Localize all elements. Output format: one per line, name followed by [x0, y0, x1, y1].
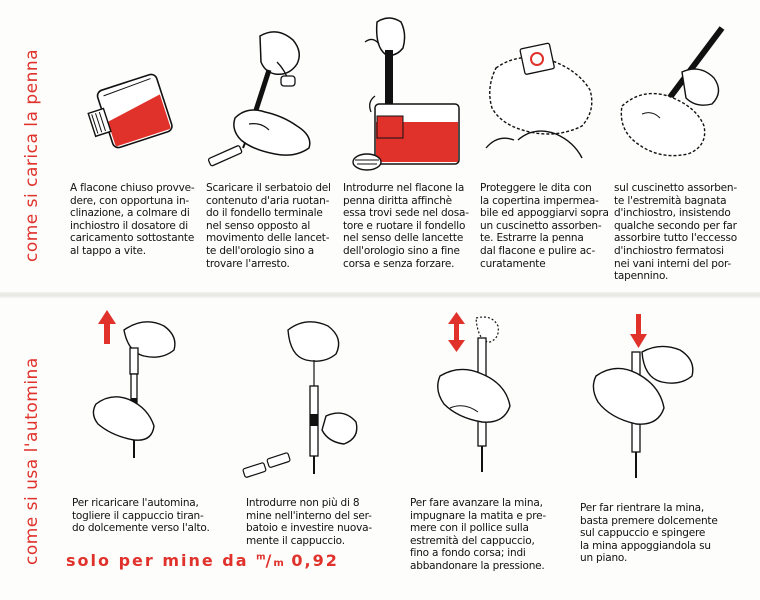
fold-divider: [0, 292, 760, 298]
bottom-step-2-caption: Introdurre non più di 8 mine nell'interno del ser- batoio e investire nuova- mente il cappuccio.: [246, 497, 372, 547]
advance-lead-illustration: [420, 312, 535, 492]
footer-unit-sep: /: [265, 551, 274, 570]
bottom-step-1-caption: Per ricaricare l'automina, togliere il cappuccio tiran- do dolcemente verso l'alto.: [72, 497, 210, 535]
top-step-2-caption: Scaricare il serbatoio del contenuto d'aria ruotan- do il fondello terminale nel senso opposto al movimento delle lancet- te dell'orologio sino a trovare l'arresto.: [206, 182, 331, 270]
top-step-4-caption: Proteggere le dita con la copertina impermea- bile ed appoggiarvi sopra un cuscinetto assorben- te. Estrarre la penna dal flacone e pulire ac- curatamente: [480, 182, 609, 270]
cloth-cover-illustration: [478, 30, 603, 160]
section-title-bottom: come si usa l'automina: [22, 357, 42, 565]
footer-text-b: 0,92: [283, 551, 339, 570]
top-step-3-caption: Introdurre nel flacone la penna diritta affinchè essa trovi sede nel dosa- tore e ruotare il fondello nel senso delle lancette dell'orologio sino a fine corsa e senza forzare.: [343, 182, 469, 270]
arrow-down-icon: [630, 314, 647, 348]
retract-lead-illustration: [588, 312, 708, 492]
lead-size-footer: [66, 551, 339, 570]
pen-in-bottle-illustration: [345, 12, 465, 177]
footer-unit-sub: m: [273, 558, 284, 569]
bottom-step-3-caption: Per fare avanzare la mina, impugnare la matita e pre- mere con il pollice sulla estremità del cappuccio, fino a fondo corsa; indi abbandonare la pressione.: [410, 497, 546, 572]
insert-leads-illustration: [236, 310, 366, 490]
wipe-nib-illustration: [612, 18, 747, 168]
ink-bottle-illustration: [82, 50, 192, 160]
section-title-top: come si carica la penna: [22, 48, 42, 262]
top-step-1-caption: A flacone chiuso provve- dere, con opportuna in- clinazione, a colmare di inchiostro il dosatore di caricamento sottostante al tappo a vite.: [70, 182, 195, 257]
top-step-5-caption: sul cuscinetto assorben- te l'estremità bagnata d'inchiostro, insistendo qualche secondo per far assorbire tutto l'eccesso d'inchiostro fermatosi nei vani interni del por- tapennino.: [614, 182, 737, 283]
remove-cap-illustration: [82, 308, 192, 488]
bottom-step-4-caption: Per far rientrare la mina, basta premere dolcemente sul cappuccio e spingere la mina appoggiandola su un piano.: [580, 502, 718, 565]
arrow-up-icon: [98, 310, 116, 344]
hand-pen-illustration: [205, 18, 325, 168]
footer-text-a: solo per mine da: [66, 551, 257, 570]
footer-unit-sup: m: [256, 552, 266, 563]
arrow-both-icon: [448, 312, 465, 352]
